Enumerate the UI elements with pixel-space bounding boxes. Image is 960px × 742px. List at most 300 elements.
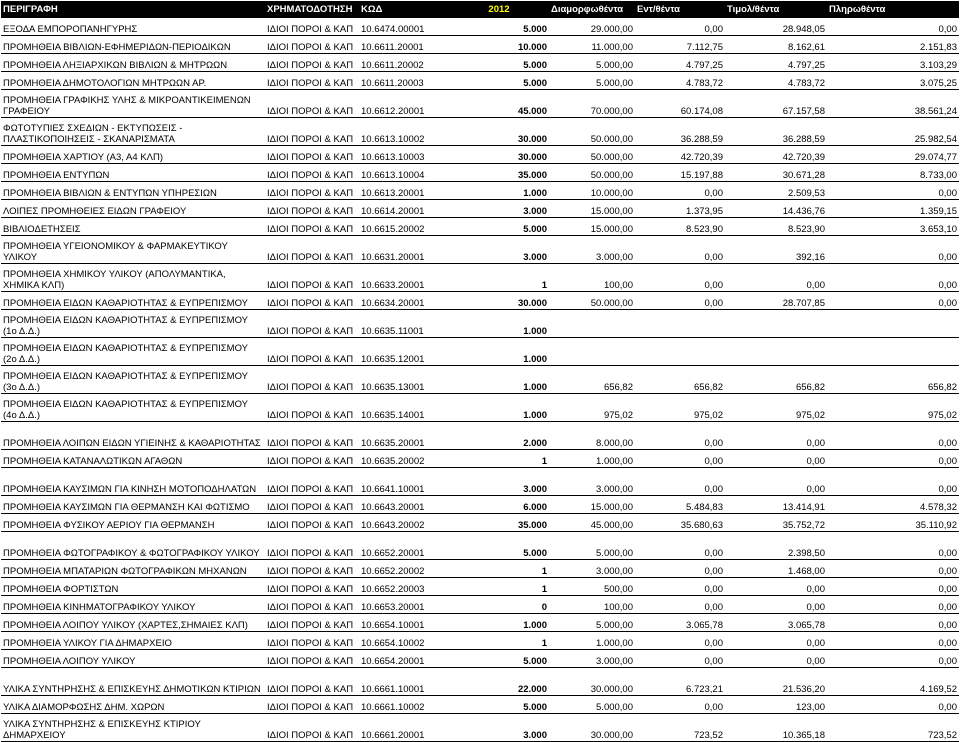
cell-description: ΠΡΟΜΗΘΕΙΑ ΚΑΥΣΙΜΩΝ ΓΙΑ ΘΕΡΜΑΝΣΗ ΚΑΙ ΦΩΤΙΣΜΟ [3, 502, 250, 513]
cell-funding: ΙΔΙΟΙ ΠΟΡΟΙ & ΚΑΠ [267, 730, 354, 741]
cell-formed: 15.000,00 [590, 502, 633, 513]
cell-code: 10.6613.20001 [361, 188, 425, 199]
cell-year-2012: 1.000 [523, 620, 547, 631]
cell-formed: 5.000,00 [596, 702, 633, 713]
cell-formed: 30.000,00 [590, 730, 633, 741]
cell-paid: 8.733,00 [920, 170, 957, 181]
cell-description: ΠΡΟΜΗΘΕΙΑ ΧΗΜΙΚΟΥ ΥΛΙΚΟΥ (ΑΠΟΛΥΜΑΝΤΙΚΑ, ΧΗΜΙΚΑ ΚΛΠ) [3, 269, 226, 291]
header-code: ΚΩΔ [359, 1, 449, 18]
cell-paid: 2.151,83 [920, 42, 957, 53]
cell-formed: 656,82 [603, 382, 633, 393]
cell-committed: 0,00 [704, 566, 723, 577]
cell-invoiced: 3.065,78 [788, 620, 825, 631]
cell-invoiced [725, 310, 827, 338]
cell-description: ΠΡΟΜΗΘΕΙΑ ΛΟΙΠΟΥ ΥΛΙΚΟΥ [3, 656, 136, 667]
cell-committed: 8.523,90 [686, 224, 723, 235]
cell-formed: 5.000,00 [596, 548, 633, 559]
cell-formed: 3.000,00 [596, 484, 633, 495]
table-row [1, 366, 959, 394]
cell-invoiced: 0,00 [806, 638, 825, 649]
cell-code: 10.6631.20001 [361, 252, 425, 263]
budget-table [1, 1, 959, 742]
table-row [1, 394, 959, 422]
cell-invoiced: 0,00 [806, 656, 825, 667]
cell-description: ΠΡΟΜΗΘΕΙΑ ΦΥΣΙΚΟΥ ΑΕΡΙΟΥ ΓΙΑ ΘΕΡΜΑΝΣΗ [3, 520, 215, 531]
cell-paid: 4.578,32 [920, 502, 957, 513]
table-row [1, 632, 959, 650]
cell-paid: 975,02 [927, 410, 957, 421]
cell-invoiced: 28.948,05 [782, 24, 825, 35]
cell-year-2012: 5.000 [523, 24, 547, 35]
table-row [1, 200, 959, 218]
table-row [1, 668, 959, 696]
cell-committed: 0,00 [704, 188, 723, 199]
table-row [1, 714, 959, 742]
cell-committed: 0,00 [704, 602, 723, 613]
cell-year-2012: 30.000 [517, 134, 547, 145]
header-formed: Διαμορφωθέντα [549, 1, 635, 18]
cell-committed: 6.723,21 [686, 684, 723, 695]
cell-invoiced: 30.671,28 [782, 170, 825, 181]
cell-formed: 15.000,00 [590, 224, 633, 235]
cell-year-2012: 1.000 [523, 354, 547, 365]
cell-code: 10.6613.10004 [361, 170, 425, 181]
cell-committed: 0,00 [704, 548, 723, 559]
cell-invoiced: 0,00 [806, 438, 825, 449]
cell-code: 10.6652.20003 [361, 584, 425, 595]
cell-paid: 0,00 [938, 252, 957, 263]
cell-paid: 0,00 [938, 620, 957, 631]
cell-year-2012: 1.000 [523, 326, 547, 337]
table-row [1, 650, 959, 668]
cell-description: ΠΡΟΜΗΘΕΙΑ ΛΗΞΙΑΡΧΙΚΩΝ ΒΙΒΛΙΩΝ & ΜΗΤΡΩΩΝ [3, 60, 228, 71]
cell-invoiced: 10.365,18 [782, 730, 825, 741]
cell-paid: 3.075,25 [920, 78, 957, 89]
cell-code: 10.6474.00001 [361, 24, 425, 35]
cell-description: ΥΛΙΚΑ ΔΙΑΜΟΡΦΩΣΗΣ ΔΗΜ. ΧΩΡΩΝ [3, 702, 165, 713]
cell-description: ΠΡΟΜΗΘΕΙΑ ΚΑΤΑΝΑΛΩΤΙΚΩΝ ΑΓΑΘΩΝ [3, 456, 183, 467]
cell-funding: ΙΔΙΟΙ ΠΟΡΟΙ & ΚΑΠ [267, 638, 354, 649]
cell-invoiced: 0,00 [806, 484, 825, 495]
cell-description: ΠΡΟΜΗΘΕΙΑ ΕΝΤΥΠΩΝ [3, 170, 110, 181]
cell-committed: 1.373,95 [686, 206, 723, 217]
cell-code: 10.6641.10001 [361, 484, 425, 495]
cell-invoiced: 67.157,58 [782, 106, 825, 117]
cell-funding: ΙΔΙΟΙ ΠΟΡΟΙ & ΚΑΠ [267, 188, 354, 199]
header-description: ΠΕΡΙΓΡΑΦΗ [1, 1, 265, 18]
cell-funding: ΙΔΙΟΙ ΠΟΡΟΙ & ΚΑΠ [267, 224, 354, 235]
cell-committed: 0,00 [704, 484, 723, 495]
cell-committed: 0,00 [704, 656, 723, 667]
cell-description: ΦΩΤΟΤΥΠΙΕΣ ΣΧΕΔΙΩΝ - ΕΚΤΥΠΩΣΕΙΣ - ΠΛΑΣΤΙΚΟΠΟΙΗΣΕΙΣ - ΣΚΑΝΑΡΙΣΜΑΤΑ [3, 123, 183, 145]
cell-invoiced: 975,02 [795, 410, 825, 421]
table-row [1, 496, 959, 514]
cell-paid: 0,00 [938, 456, 957, 467]
table-row [1, 118, 959, 146]
table-row [1, 310, 959, 338]
cell-description: ΠΡΟΜΗΘΕΙΑ ΕΙΔΩΝ ΚΑΘΑΡΙΟΤΗΤΑΣ & ΕΥΠΡΕΠΙΣΜΟΥ [3, 298, 248, 309]
cell-funding: ΙΔΙΟΙ ΠΟΡΟΙ & ΚΑΠ [267, 106, 354, 117]
table-row [1, 468, 959, 496]
cell-paid: 0,00 [938, 24, 957, 35]
table-row [1, 596, 959, 614]
cell-formed: 5.000,00 [596, 620, 633, 631]
cell-year-2012: 22.000 [517, 684, 547, 695]
cell-committed: 0,00 [704, 252, 723, 263]
cell-code: 10.6661.10002 [361, 702, 425, 713]
cell-year-2012: 1.000 [523, 188, 547, 199]
cell-formed: 45.000,00 [590, 520, 633, 531]
cell-code: 10.6633.20001 [361, 280, 425, 291]
cell-description: ΠΡΟΜΗΘΕΙΑ ΥΓΕΙΟΝΟΜΙΚΟΥ & ΦΑΡΜΑΚΕΥΤΙΚΟΥ ΥΛΙΚΟΥ [3, 241, 228, 263]
cell-invoiced: 14.436,76 [782, 206, 825, 217]
cell-funding: ΙΔΙΟΙ ΠΟΡΟΙ & ΚΑΠ [267, 620, 354, 631]
table-row [1, 560, 959, 578]
cell-paid: 0,00 [938, 484, 957, 495]
cell-invoiced: 0,00 [806, 456, 825, 467]
cell-paid: 35.110,92 [915, 520, 957, 531]
cell-funding: ΙΔΙΟΙ ΠΟΡΟΙ & ΚΑΠ [267, 410, 354, 421]
cell-paid: 38.561,24 [914, 106, 957, 117]
cell-committed: 0,00 [704, 638, 723, 649]
header-funding: ΧΡΗΜΑΤΟΔΟΤΗΣΗ [265, 1, 359, 18]
cell-code: 10.6635.12001 [361, 354, 425, 365]
table-row [1, 54, 959, 72]
cell-paid [827, 310, 959, 338]
cell-code: 10.6661.10001 [361, 684, 425, 695]
cell-invoiced: 123,00 [795, 702, 825, 713]
cell-funding: ΙΔΙΟΙ ΠΟΡΟΙ & ΚΑΠ [267, 206, 354, 217]
cell-year-2012: 6.000 [523, 502, 547, 513]
cell-year-2012: 10.000 [517, 42, 547, 53]
table-row [1, 36, 959, 54]
cell-description: ΠΡΟΜΗΘΕΙΑ ΕΙΔΩΝ ΚΑΘΑΡΙΟΤΗΤΑΣ & ΕΥΠΡΕΠΙΣΜΟΥ (1ο Δ.Δ.) [3, 315, 248, 337]
cell-paid: 656,82 [927, 382, 957, 393]
cell-formed [549, 338, 635, 366]
cell-description: ΠΡΟΜΗΘΕΙΑ ΦΟΡΤΙΣΤΩΝ [3, 584, 119, 595]
cell-funding: ΙΔΙΟΙ ΠΟΡΟΙ & ΚΑΠ [267, 656, 354, 667]
cell-paid: 0,00 [938, 584, 957, 595]
cell-year-2012: 3.000 [523, 206, 547, 217]
cell-code: 10.6635.14001 [361, 410, 425, 421]
cell-code: 10.6635.20002 [361, 456, 425, 467]
cell-paid: 0,00 [938, 548, 957, 559]
table-row [1, 146, 959, 164]
cell-invoiced: 392,16 [795, 252, 825, 263]
table-row [1, 90, 959, 118]
cell-funding: ΙΔΙΟΙ ΠΟΡΟΙ & ΚΑΠ [267, 684, 354, 695]
cell-funding: ΙΔΙΟΙ ΠΟΡΟΙ & ΚΑΠ [267, 134, 354, 145]
cell-year-2012: 1 [541, 456, 547, 467]
cell-code: 10.6612.20001 [361, 106, 425, 117]
table-row [1, 578, 959, 596]
cell-formed: 100,00 [603, 602, 633, 613]
cell-invoiced: 8.523,90 [788, 224, 825, 235]
cell-code: 10.6615.20002 [361, 224, 425, 235]
cell-committed: 0,00 [704, 280, 723, 291]
cell-code: 10.6611.20001 [361, 42, 424, 53]
cell-description: ΠΡΟΜΗΘΕΙΑ ΕΙΔΩΝ ΚΑΘΑΡΙΟΤΗΤΑΣ & ΕΥΠΡΕΠΙΣΜΟΥ (3ο Δ.Δ.) [3, 371, 248, 393]
cell-year-2012: 5.000 [523, 548, 547, 559]
cell-code: 10.6661.20001 [361, 730, 425, 741]
cell-year-2012: 5.000 [523, 78, 547, 89]
cell-formed: 50.000,00 [590, 134, 633, 145]
cell-committed: 0,00 [704, 456, 723, 467]
cell-formed: 1.000,00 [596, 638, 633, 649]
cell-paid: 0,00 [938, 438, 957, 449]
cell-paid: 0,00 [938, 656, 957, 667]
cell-funding: ΙΔΙΟΙ ΠΟΡΟΙ & ΚΑΠ [267, 326, 354, 337]
cell-paid: 4.169,52 [920, 684, 957, 695]
cell-invoiced: 4.797,25 [788, 60, 825, 71]
cell-invoiced: 0,00 [806, 584, 825, 595]
cell-paid: 0,00 [938, 702, 957, 713]
cell-formed: 3.000,00 [596, 656, 633, 667]
cell-paid: 0,00 [938, 298, 957, 309]
cell-code: 10.6643.20002 [361, 520, 425, 531]
cell-paid: 0,00 [938, 188, 957, 199]
cell-paid: 1.359,15 [920, 206, 957, 217]
cell-paid: 0,00 [938, 280, 957, 291]
header-paid: Πληρωθέντα [827, 1, 959, 18]
cell-committed: 4.797,25 [686, 60, 723, 71]
cell-description: ΠΡΟΜΗΘΕΙΑ ΛΟΙΠΩΝ ΕΙΔΩΝ ΥΓΙΕΙΝΗΣ & ΚΑΘΑΡΙΟΤΗΤΑΣ [3, 438, 261, 449]
cell-funding: ΙΔΙΟΙ ΠΟΡΟΙ & ΚΑΠ [267, 280, 354, 291]
cell-funding: ΙΔΙΟΙ ΠΟΡΟΙ & ΚΑΠ [267, 502, 354, 513]
cell-formed: 30.000,00 [590, 684, 633, 695]
cell-funding: ΙΔΙΟΙ ΠΟΡΟΙ & ΚΑΠ [267, 702, 354, 713]
cell-formed: 29.000,00 [590, 24, 633, 35]
cell-year-2012: 1 [541, 638, 547, 649]
cell-code: 10.6614.20001 [361, 206, 425, 217]
cell-description: ΠΡΟΜΗΘΕΙΑ ΛΟΙΠΟΥ ΥΛΙΚΟΥ (ΧΑΡΤΕΣ,ΣΗΜΑΙΕΣ ΚΛΠ) [3, 620, 248, 631]
cell-invoiced: 13.414,91 [782, 502, 825, 513]
table-row [1, 614, 959, 632]
cell-committed: 15.197,88 [680, 170, 723, 181]
cell-code: 10.6654.20001 [361, 656, 425, 667]
cell-year-2012: 1 [541, 280, 547, 291]
cell-year-2012: 30.000 [517, 298, 547, 309]
cell-code: 10.6634.20001 [361, 298, 425, 309]
cell-year-2012: 1.000 [523, 382, 547, 393]
cell-description: ΠΡΟΜΗΘΕΙΑ ΜΠΑΤΑΡΙΩΝ ΦΩΤΟΓΡΑΦΙΚΩΝ ΜΗΧΑΝΩΝ [3, 566, 247, 577]
cell-invoiced: 2.398,50 [788, 548, 825, 559]
cell-funding: ΙΔΙΟΙ ΠΟΡΟΙ & ΚΑΠ [267, 78, 354, 89]
cell-invoiced: 2.509,53 [788, 188, 825, 199]
cell-formed: 11.000,00 [591, 42, 633, 53]
table-row [1, 218, 959, 236]
cell-formed: 50.000,00 [590, 170, 633, 181]
cell-code: 10.6611.20002 [361, 60, 424, 71]
cell-description: ΒΙΒΛΙΟΔΕΤΗΣΕΙΣ [3, 224, 81, 235]
cell-code: 10.6652.20002 [361, 566, 425, 577]
cell-formed: 50.000,00 [590, 152, 633, 163]
cell-year-2012: 5.000 [523, 656, 547, 667]
cell-funding: ΙΔΙΟΙ ΠΟΡΟΙ & ΚΑΠ [267, 170, 354, 181]
cell-year-2012: 3.000 [523, 730, 547, 741]
cell-description: ΛΟΙΠΕΣ ΠΡΟΜΗΘΕΙΕΣ ΕΙΔΩΝ ΓΡΑΦΕΙΟΥ [3, 206, 187, 217]
cell-committed: 36.288,59 [680, 134, 723, 145]
cell-description: ΥΛΙΚΑ ΣΥΝΤΗΡΗΣΗΣ & ΕΠΙΣΚΕΥΗΣ ΔΗΜΟΤΙΚΩΝ ΚΤΙΡΙΩΝ [3, 684, 261, 695]
cell-code: 10.6654.10002 [361, 638, 425, 649]
cell-committed: 656,82 [693, 382, 723, 393]
cell-year-2012: 30.000 [517, 152, 547, 163]
cell-formed: 8.000,00 [596, 438, 633, 449]
cell-committed: 975,02 [693, 410, 723, 421]
table-row [1, 422, 959, 450]
cell-year-2012: 5.000 [523, 702, 547, 713]
cell-code: 10.6613.10002 [361, 134, 425, 145]
cell-formed: 70.000,00 [590, 106, 633, 117]
cell-paid: 29.074,77 [914, 152, 957, 163]
header-committed: Εντ/θέντα [635, 1, 725, 18]
cell-code: 10.6635.11001 [361, 326, 424, 337]
cell-formed [549, 310, 635, 338]
cell-description: ΕΞΟΔΑ ΕΜΠΟΡΟΠΑΝΗΓΥΡΗΣ [3, 24, 138, 35]
cell-description: ΠΡΟΜΗΘΕΙΑ ΒΙΒΛΙΩΝ-ΕΦΗΜΕΡΙΔΩΝ-ΠΕΡΙΟΔΙΚΩΝ [3, 42, 231, 53]
cell-code: 10.6653.20001 [361, 602, 425, 613]
cell-committed: 5.484,83 [686, 502, 723, 513]
cell-funding: ΙΔΙΟΙ ΠΟΡΟΙ & ΚΑΠ [267, 382, 354, 393]
cell-funding: ΙΔΙΟΙ ΠΟΡΟΙ & ΚΑΠ [267, 438, 354, 449]
cell-year-2012: 35.000 [517, 170, 547, 181]
cell-description: ΠΡΟΜΗΘΕΙΑ ΦΩΤΟΓΡΑΦΙΚΟΥ & ΦΩΤΟΓΡΑΦΙΚΟΥ ΥΛΙΚΟΥ [3, 548, 260, 559]
cell-formed: 5.000,00 [596, 60, 633, 71]
table-row [1, 72, 959, 90]
cell-code: 10.6654.10001 [361, 620, 425, 631]
cell-committed: 723,52 [693, 730, 723, 741]
table-row [1, 338, 959, 366]
cell-funding: ΙΔΙΟΙ ΠΟΡΟΙ & ΚΑΠ [267, 252, 354, 263]
cell-invoiced: 8.162,61 [788, 42, 825, 53]
cell-paid [827, 338, 959, 366]
cell-invoiced: 0,00 [806, 280, 825, 291]
cell-funding: ΙΔΙΟΙ ΠΟΡΟΙ & ΚΑΠ [267, 152, 354, 163]
table-row [1, 696, 959, 714]
cell-description: ΠΡΟΜΗΘΕΙΑ ΕΙΔΩΝ ΚΑΘΑΡΙΟΤΗΤΑΣ & ΕΥΠΡΕΠΙΣΜΟΥ (2ο Δ.Δ.) [3, 343, 248, 365]
cell-code: 10.6635.13001 [361, 382, 425, 393]
cell-committed: 60.174,08 [680, 106, 723, 117]
cell-committed [635, 310, 725, 338]
cell-year-2012: 3.000 [523, 484, 547, 495]
cell-formed: 1.000,00 [596, 456, 633, 467]
cell-description: ΠΡΟΜΗΘΕΙΑ ΓΡΑΦΙΚΗΣ ΥΛΗΣ & ΜΙΚΡΟΑΝΤΙΚΕΙΜΕΝΩΝ ΓΡΑΦΕΙΟΥ [3, 95, 251, 117]
table-row [1, 532, 959, 560]
cell-year-2012: 3.000 [523, 252, 547, 263]
cell-funding: ΙΔΙΟΙ ΠΟΡΟΙ & ΚΑΠ [267, 42, 354, 53]
cell-year-2012: 0 [541, 602, 547, 613]
cell-formed: 3.000,00 [596, 252, 633, 263]
cell-committed: 35.680,63 [680, 520, 723, 531]
table-row [1, 264, 959, 292]
cell-funding: ΙΔΙΟΙ ΠΟΡΟΙ & ΚΑΠ [267, 520, 354, 531]
cell-funding: ΙΔΙΟΙ ΠΟΡΟΙ & ΚΑΠ [267, 298, 354, 309]
cell-description: ΠΡΟΜΗΘΕΙΑ ΚΑΥΣΙΜΩΝ ΓΙΑ ΚΙΝΗΣΗ ΜΟΤΟΠΟΔΗΛΑΤΩΝ [3, 484, 257, 495]
cell-funding: ΙΔΙΟΙ ΠΟΡΟΙ & ΚΑΠ [267, 566, 354, 577]
cell-invoiced: 42.720,39 [782, 152, 825, 163]
cell-code: 10.6635.20001 [361, 438, 425, 449]
cell-year-2012: 35.000 [517, 520, 547, 531]
cell-description: ΠΡΟΜΗΘΕΙΑ ΥΛΙΚΟΥ ΓΙΑ ΔΗΜΑΡΧΕΙΟ [3, 638, 172, 649]
cell-paid: 3.653,10 [920, 224, 957, 235]
cell-formed: 100,00 [603, 280, 633, 291]
cell-code: 10.6643.20001 [361, 502, 425, 513]
table-row [1, 182, 959, 200]
cell-description: ΠΡΟΜΗΘΕΙΑ ΧΑΡΤΙΟΥ (Α3, Α4 ΚΛΠ) [3, 152, 164, 163]
cell-formed: 3.000,00 [596, 566, 633, 577]
cell-description: ΠΡΟΜΗΘΕΙΑ ΚΙΝΗΜΑΤΟΓΡΑΦΙΚΟΥ ΥΛΙΚΟΥ [3, 602, 196, 613]
cell-committed: 0,00 [704, 584, 723, 595]
cell-invoiced [725, 338, 827, 366]
table-row [1, 164, 959, 182]
cell-funding: ΙΔΙΟΙ ΠΟΡΟΙ & ΚΑΠ [267, 24, 354, 35]
cell-invoiced: 0,00 [806, 602, 825, 613]
cell-formed: 500,00 [603, 584, 633, 595]
cell-committed: 3.065,78 [686, 620, 723, 631]
header-invoiced: Τιμολ/θέντα [725, 1, 827, 18]
cell-formed: 975,02 [603, 410, 633, 421]
cell-committed: 42.720,39 [680, 152, 723, 163]
cell-invoiced: 36.288,59 [782, 134, 825, 145]
cell-funding: ΙΔΙΟΙ ΠΟΡΟΙ & ΚΑΠ [267, 602, 354, 613]
cell-paid: 0,00 [938, 566, 957, 577]
cell-invoiced: 4.783,72 [788, 78, 825, 89]
cell-invoiced: 28.707,85 [782, 298, 825, 309]
cell-committed: 0,00 [704, 24, 723, 35]
cell-paid: 723,52 [927, 730, 957, 741]
cell-committed: 0,00 [704, 702, 723, 713]
cell-paid: 3.103,29 [920, 60, 957, 71]
cell-description: ΠΡΟΜΗΘΕΙΑ ΕΙΔΩΝ ΚΑΘΑΡΙΟΤΗΤΑΣ & ΕΥΠΡΕΠΙΣΜΟΥ (4ο Δ.Δ.) [3, 399, 248, 421]
cell-committed: 0,00 [704, 298, 723, 309]
cell-committed: 7.112,75 [686, 42, 723, 53]
cell-formed: 10.000,00 [590, 188, 633, 199]
cell-formed: 50.000,00 [590, 298, 633, 309]
cell-committed: 0,00 [704, 438, 723, 449]
cell-funding: ΙΔΙΟΙ ΠΟΡΟΙ & ΚΑΠ [267, 456, 354, 467]
cell-invoiced: 1.468,00 [788, 566, 825, 577]
cell-paid: 25.982,54 [914, 134, 957, 145]
table-row [1, 450, 959, 468]
cell-funding: ΙΔΙΟΙ ΠΟΡΟΙ & ΚΑΠ [267, 584, 354, 595]
cell-year-2012: 2.000 [523, 438, 547, 449]
cell-code: 10.6613.10003 [361, 152, 425, 163]
cell-year-2012: 1 [541, 584, 547, 595]
cell-funding: ΙΔΙΟΙ ΠΟΡΟΙ & ΚΑΠ [267, 548, 354, 559]
cell-formed: 15.000,00 [590, 206, 633, 217]
header-row [1, 1, 959, 18]
table-row [1, 236, 959, 264]
table-row [1, 18, 959, 36]
cell-code: 10.6652.20001 [361, 548, 425, 559]
cell-invoiced: 21.536,20 [782, 684, 825, 695]
cell-funding: ΙΔΙΟΙ ΠΟΡΟΙ & ΚΑΠ [267, 484, 354, 495]
cell-paid: 0,00 [938, 602, 957, 613]
cell-description: ΠΡΟΜΗΘΕΙΑ ΔΗΜΟΤΟΛΟΓΙΩΝ ΜΗΤΡΩΩΝ ΑΡ. [3, 78, 207, 89]
cell-committed [635, 338, 725, 366]
cell-invoiced: 656,82 [795, 382, 825, 393]
cell-funding: ΙΔΙΟΙ ΠΟΡΟΙ & ΚΑΠ [267, 354, 354, 365]
table-row [1, 292, 959, 310]
cell-year-2012: 5.000 [523, 224, 547, 235]
cell-year-2012: 5.000 [523, 60, 547, 71]
cell-year-2012: 45.000 [517, 106, 547, 117]
cell-description: ΠΡΟΜΗΘΕΙΑ ΒΙΒΛΙΩΝ & ΕΝΤΥΠΩΝ ΥΠΗΡΕΣΙΩΝ [3, 188, 217, 199]
cell-paid: 0,00 [938, 638, 957, 649]
table-row [1, 514, 959, 532]
cell-committed: 4.783,72 [686, 78, 723, 89]
cell-invoiced: 35.752,72 [782, 520, 825, 531]
